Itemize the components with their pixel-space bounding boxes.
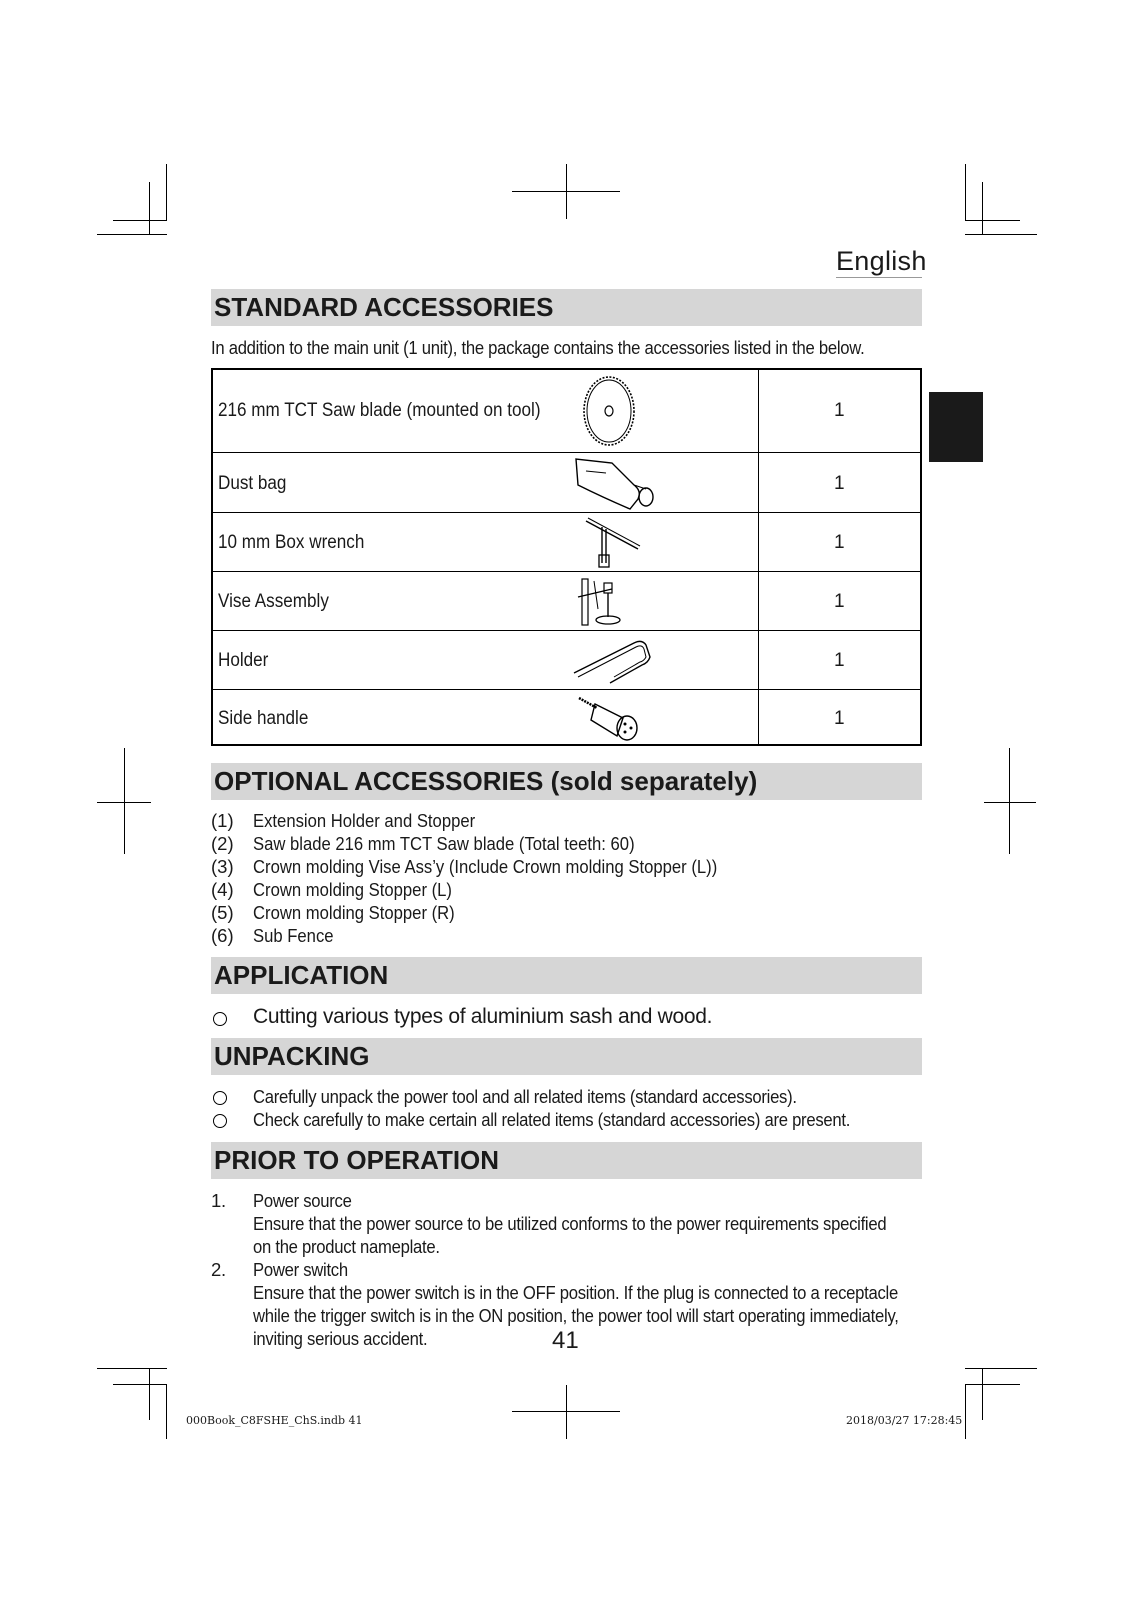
unpacking-text: Carefully unpack the power tool and all related items (standard accessories). (253, 1086, 797, 1107)
unpacking-heading: UNPACKING (211, 1038, 922, 1075)
table-row (213, 370, 920, 452)
list-text: Sub Fence (253, 925, 334, 946)
list-number: (3) (211, 856, 234, 877)
box-wrench-icon (580, 517, 644, 576)
accessory-qty: 1 (834, 532, 845, 553)
bullet-circle-icon (213, 1091, 227, 1105)
language-rule (836, 277, 922, 278)
accessory-name: Holder (218, 650, 269, 671)
footer-filename: 000Book_C8FSHE_ChS.indb 41 (186, 1414, 363, 1427)
accessory-name: Side handle (218, 708, 309, 729)
list-number: (6) (211, 925, 234, 946)
standard-accessories-table (211, 368, 922, 746)
list-text: Extension Holder and Stopper (253, 810, 476, 831)
standard-accessories-heading: STANDARD ACCESSORIES (211, 289, 922, 326)
dust-bag-icon (572, 455, 658, 516)
accessory-qty: 1 (834, 473, 845, 494)
accessory-qty: 1 (834, 708, 845, 729)
saw-blade-icon (577, 374, 641, 453)
table-row (213, 571, 920, 630)
list-number: (2) (211, 833, 234, 854)
table-row (213, 512, 920, 571)
step-number: 2. (211, 1259, 226, 1280)
standard-accessories-intro: In addition to the main unit (1 unit), the package contains the accessories listed in the below. (211, 337, 865, 358)
bullet-circle-icon (213, 1114, 227, 1128)
step-text: while the trigger switch is in the ON position, the power tool will start operating immediately, (253, 1305, 899, 1326)
list-number: (4) (211, 879, 234, 900)
step-text: inviting serious accident. (253, 1328, 428, 1349)
footer-timestamp: 2018/03/27 17:28:45 (846, 1414, 963, 1427)
step-text: on the product nameplate. (253, 1236, 440, 1257)
accessory-qty: 1 (834, 400, 845, 421)
application-text: Cutting various types of aluminium sash and wood. (253, 1005, 713, 1028)
application-heading: APPLICATION (211, 957, 922, 994)
side-handle-icon (577, 692, 643, 749)
unpacking-text: Check carefully to make certain all related items (standard accessories) are present. (253, 1109, 851, 1130)
accessory-name: Vise Assembly (218, 591, 329, 612)
step-title: Power source (253, 1190, 352, 1211)
list-number: (5) (211, 902, 234, 923)
step-text: Ensure that the power switch is in the OFF position. If the plug is connected to a receptacle (253, 1282, 898, 1303)
table-row (213, 452, 920, 512)
list-text: Crown molding Vise Ass’y (Include Crown molding Stopper (L)) (253, 856, 718, 877)
table-row (213, 630, 920, 689)
accessory-qty: 1 (834, 650, 845, 671)
prior-to-operation-heading: PRIOR TO OPERATION (211, 1142, 922, 1179)
accessory-name: 216 mm TCT Saw blade (mounted on tool) (218, 400, 541, 421)
language-label: English (836, 246, 927, 276)
page-number: 41 (552, 1327, 579, 1354)
accessory-name: 10 mm Box wrench (218, 532, 365, 553)
vise-assembly-icon (574, 573, 634, 636)
step-text: Ensure that the power source to be utilized conforms to the power requirements specified (253, 1213, 887, 1234)
accessory-qty: 1 (834, 591, 845, 612)
table-row (213, 689, 920, 746)
holder-icon (570, 633, 654, 694)
step-title: Power switch (253, 1259, 348, 1280)
list-text: Crown molding Stopper (R) (253, 902, 455, 923)
accessory-name: Dust bag (218, 473, 287, 494)
language-side-tab (929, 392, 983, 462)
list-number: (1) (211, 810, 234, 831)
list-text: Crown molding Stopper (L) (253, 879, 452, 900)
optional-accessories-heading: OPTIONAL ACCESSORIES (sold separately) (211, 763, 922, 800)
step-number: 1. (211, 1190, 226, 1211)
list-text: Saw blade 216 mm TCT Saw blade (Total teeth: 60) (253, 833, 635, 854)
bullet-circle-icon (213, 1012, 227, 1026)
